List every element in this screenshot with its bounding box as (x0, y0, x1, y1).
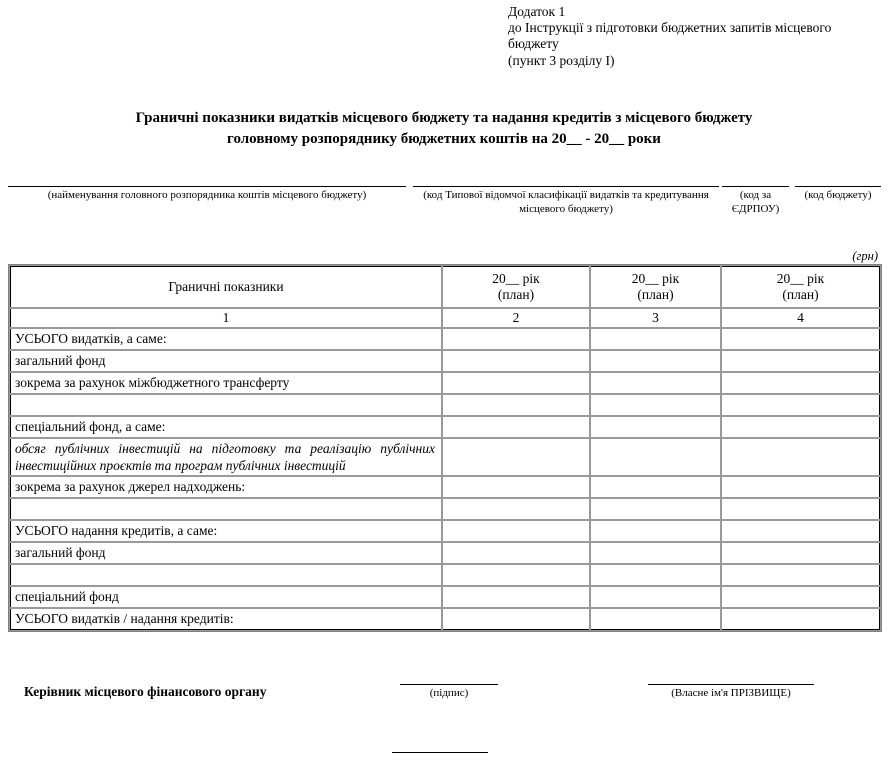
currency-note: (грн) (852, 249, 878, 263)
row-value-year-3[interactable] (721, 416, 880, 438)
header-year-1-plan: (план) (497, 287, 535, 302)
row-label (10, 394, 442, 416)
table-row (10, 394, 880, 416)
caption-main-manager (8, 186, 406, 203)
row-value-year-3[interactable] (721, 438, 880, 476)
row-value-year-2[interactable] (590, 438, 721, 476)
table-body (10, 328, 880, 630)
table-row (10, 542, 880, 564)
row-label: спеціальний фонд (10, 586, 442, 608)
page-title-line-2: головному розпоряднику бюджетних коштів на 20__ - 20__ роки (227, 131, 661, 147)
table-row (10, 564, 880, 586)
row-value-year-1[interactable] (442, 416, 590, 438)
page-title-line-1: Граничні показники видатків місцевого бюджету та надання кредитів з місцевого бюджету (135, 110, 753, 126)
row-value-year-3[interactable] (721, 394, 880, 416)
header-year-3 (721, 266, 880, 308)
row-value-year-2[interactable] (590, 542, 721, 564)
table-row (10, 328, 880, 350)
row-value-year-3[interactable] (721, 608, 880, 630)
row-label: загальний фонд (10, 350, 442, 372)
signature-block (0, 684, 888, 724)
signature-caption: (підпис) (429, 687, 469, 699)
row-value-year-1[interactable] (442, 520, 590, 542)
row-label: УСЬОГО надання кредитів, а саме: (10, 520, 442, 542)
table-row (10, 520, 880, 542)
row-label: спеціальний фонд, а саме: (10, 416, 442, 438)
table-row (10, 372, 880, 394)
table-row (10, 608, 880, 630)
row-value-year-1[interactable] (442, 586, 590, 608)
row-label (10, 564, 442, 586)
row-value-year-2[interactable] (590, 564, 721, 586)
annex-number: Додаток 1 (508, 4, 566, 19)
header-year-2-plan: (план) (637, 287, 674, 302)
annex-source: до Інструкції з підготовки бюджетних запитів місцевого бюджету (508, 20, 832, 52)
row-value-year-1[interactable] (442, 498, 590, 520)
table-header-row (10, 266, 880, 308)
caption-budget-code-label: (код бюджету) (804, 189, 872, 201)
annex-clause: (пункт 3 розділу I) (508, 52, 615, 68)
row-value-year-3[interactable] (721, 372, 880, 394)
row-value-year-2[interactable] (590, 586, 721, 608)
row-value-year-2[interactable] (590, 328, 721, 350)
caption-classification (413, 186, 719, 216)
caption-edrpou (722, 186, 789, 216)
table-row (10, 586, 880, 608)
signer-name-caption: (Власне ім'я ПРІЗВИЩЕ) (671, 687, 791, 699)
row-value-year-2[interactable] (590, 608, 721, 630)
limit-indicators-table-wrapper (8, 264, 880, 632)
header-year-3-plan: (план) (782, 287, 819, 302)
header-year-1-year: 20__ рік (492, 271, 540, 286)
row-value-year-1[interactable] (442, 608, 590, 630)
header-year-3-year: 20__ рік (776, 271, 825, 286)
caption-edrpou-label: (код за ЄДРПОУ) (731, 189, 780, 215)
limit-indicators-table (8, 264, 882, 632)
table-row (10, 438, 880, 476)
row-value-year-1[interactable] (442, 328, 590, 350)
caption-main-manager-label: (найменування головного розпорядника коштів місцевого бюджету) (47, 189, 367, 201)
row-value-year-2[interactable] (590, 372, 721, 394)
row-value-year-1[interactable] (442, 372, 590, 394)
table-head (10, 266, 880, 328)
row-value-year-3[interactable] (721, 498, 880, 520)
row-value-year-3[interactable] (721, 328, 880, 350)
row-value-year-1[interactable] (442, 350, 590, 372)
row-value-year-1[interactable] (442, 476, 590, 498)
row-label: зокрема за рахунок міжбюджетного трансферту (10, 372, 442, 394)
page-title (60, 108, 828, 150)
row-value-year-3[interactable] (721, 476, 880, 498)
row-value-year-2[interactable] (590, 394, 721, 416)
row-value-year-2[interactable] (590, 416, 721, 438)
row-value-year-3[interactable] (721, 564, 880, 586)
table-row (10, 498, 880, 520)
row-value-year-1[interactable] (442, 394, 590, 416)
row-label: УСЬОГО видатків, а саме: (10, 328, 442, 350)
row-value-year-3[interactable] (721, 542, 880, 564)
header-year-2 (590, 266, 721, 308)
row-value-year-1[interactable] (442, 564, 590, 586)
document-reference-block (508, 4, 880, 69)
row-label: загальний фонд (10, 542, 442, 564)
form-field-captions (0, 186, 888, 232)
header-indicators (10, 266, 442, 308)
header-year-2-year: 20__ рік (631, 271, 680, 286)
row-label: УСЬОГО видатків / надання кредитів: (10, 608, 442, 630)
signer-title: Керівник місцевого фінансового органу (24, 684, 267, 699)
column-number-1: 1 (10, 308, 442, 328)
trailing-rule (392, 752, 488, 753)
column-number-2: 2 (442, 308, 590, 328)
row-label: обсяг публічних інвестицій на підготовку та реалізацію публічних інвестиційних проєктів та програм публічних інвестицій (10, 438, 442, 476)
caption-classification-label: (код Типової відомчої класифікації видатків та кредитування місцевого бюджету) (423, 189, 709, 215)
caption-budget-code (795, 186, 881, 203)
table-row (10, 416, 880, 438)
row-value-year-2[interactable] (590, 498, 721, 520)
row-value-year-3[interactable] (721, 520, 880, 542)
table-row (10, 350, 880, 372)
row-value-year-3[interactable] (721, 350, 880, 372)
row-value-year-1[interactable] (442, 438, 590, 476)
row-label (10, 498, 442, 520)
row-value-year-3[interactable] (721, 586, 880, 608)
header-indicators-label: Граничні показники (168, 279, 284, 294)
signature-slot (400, 684, 498, 701)
row-value-year-1[interactable] (442, 542, 590, 564)
row-value-year-2[interactable] (590, 350, 721, 372)
header-year-1 (442, 266, 590, 308)
row-label: зокрема за рахунок джерел надходжень: (10, 476, 442, 498)
row-value-year-2[interactable] (590, 476, 721, 498)
column-number-4: 4 (721, 308, 880, 328)
row-value-year-2[interactable] (590, 520, 721, 542)
table-row (10, 476, 880, 498)
table-column-number-row (10, 308, 880, 328)
signer-name-slot (648, 684, 814, 701)
column-number-3: 3 (590, 308, 721, 328)
